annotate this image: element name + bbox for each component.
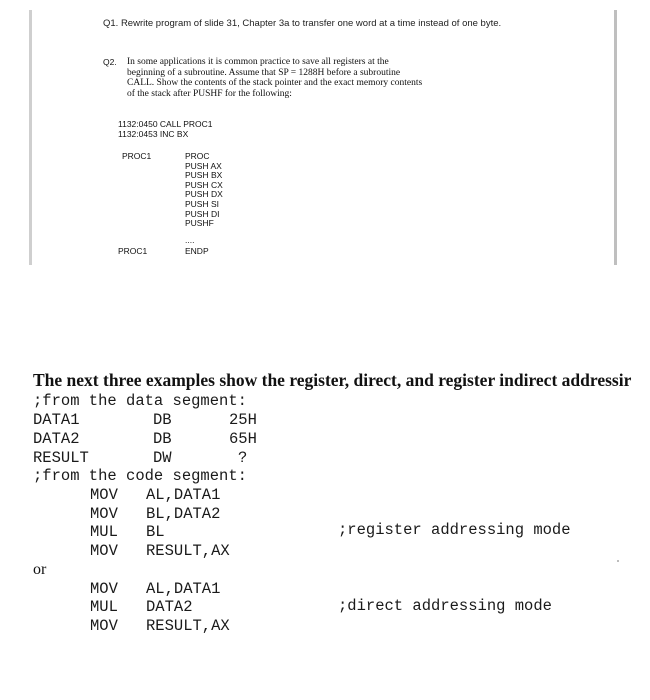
instr-op: MOV xyxy=(90,486,118,504)
intro-sentence: The next three examples show the register, direct, and register indirect addressir xyxy=(33,370,632,390)
proc-line: PUSHF xyxy=(185,218,214,229)
code-segment-comment: ;from the code segment: xyxy=(33,467,247,485)
data-name-cell: DATA2 xyxy=(33,430,80,448)
instr-arg: DATA2 xyxy=(146,598,193,616)
instr-arg: AL,DATA1 xyxy=(146,486,221,504)
data-directive-cell: DW xyxy=(153,449,172,467)
instr-arg: BL,DATA2 xyxy=(146,505,221,523)
page-right-border xyxy=(614,10,617,265)
endp-keyword: ENDP xyxy=(185,246,209,256)
instr-op: MUL xyxy=(90,598,118,616)
question-2-line: CALL. Show the contents of the stack pointer and the exact memory contents xyxy=(127,78,423,89)
instr-arg: BL xyxy=(146,523,165,541)
data-segment-comment: ;from the data segment: xyxy=(33,392,247,410)
page-left-border xyxy=(29,10,32,265)
instr-op: MOV xyxy=(90,542,118,560)
question-1: Q1. Rewrite program of slide 31, Chapter 3a to transfer one word at a time instead of one byte. xyxy=(103,18,502,29)
proc-line: PUSH CX xyxy=(185,179,223,190)
data-value-cell: 25H xyxy=(229,411,257,429)
data-name-cell: DATA1 xyxy=(33,411,80,429)
instr-arg: RESULT,AX xyxy=(146,617,230,635)
endp-label: PROC1 xyxy=(118,246,148,256)
question-2-number: Q2. xyxy=(103,57,117,67)
scan-speck xyxy=(617,560,619,562)
data-value-cell: ? xyxy=(238,449,248,467)
data-directive-cell: DB xyxy=(153,411,172,429)
proc-body xyxy=(185,152,223,229)
data-value-cell: 65H xyxy=(229,430,257,448)
direct-mode-comment: ;direct addressing mode xyxy=(338,597,552,615)
question-2-line: of the stack after PUSHF for the following: xyxy=(127,88,292,99)
proc-line: PUSH AX xyxy=(185,160,222,171)
instr-op: MOV xyxy=(90,617,118,635)
instr-op: MOV xyxy=(90,505,118,523)
question-2-line: In some applications it is common practice to save all registers at the xyxy=(127,57,389,67)
instr-arg: RESULT,AX xyxy=(146,542,230,560)
register-mode-comment: ;register addressing mode xyxy=(338,521,571,539)
instr-op: MOV xyxy=(90,580,118,598)
instr-arg: AL,DATA1 xyxy=(146,580,221,598)
proc-line: PUSH DI xyxy=(185,208,220,219)
proc-label: PROC1 xyxy=(122,151,152,161)
ellipsis: .... xyxy=(185,235,195,245)
inc-line: 1132:0453 INC BX xyxy=(118,128,189,139)
proc-line: PROC xyxy=(185,151,210,161)
question-2-line: beginning of a subroutine. Assume that SP = 1288H before a subroutine xyxy=(127,67,401,78)
proc-line: PUSH BX xyxy=(185,170,223,181)
call-line: 1132:0450 CALL PROC1 xyxy=(118,119,213,129)
data-directive-cell: DB xyxy=(153,430,172,448)
proc-line: PUSH SI xyxy=(185,198,220,209)
data-name-cell: RESULT xyxy=(33,449,89,467)
or-label: or xyxy=(33,561,47,578)
instr-op: MUL xyxy=(90,523,118,541)
proc-line: PUSH DX xyxy=(185,189,223,200)
